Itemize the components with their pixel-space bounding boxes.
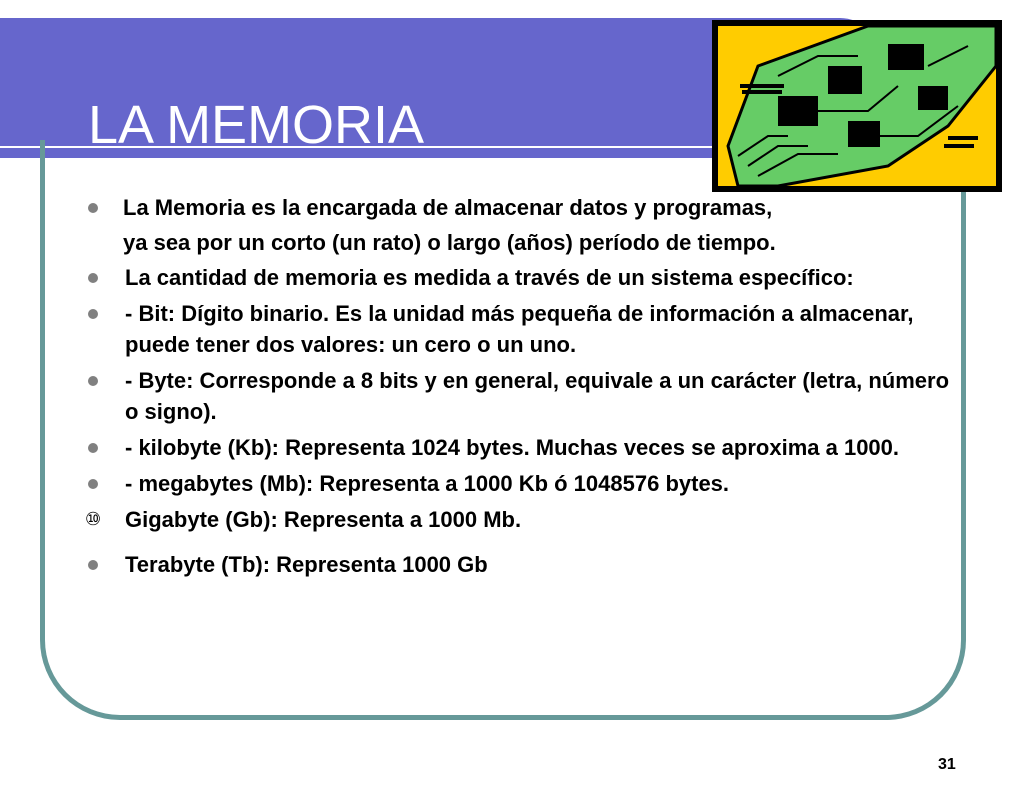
bullet-line: ya sea por un corto (un rato) o largo (años) período de tiempo. (123, 230, 776, 255)
bullet-dot (88, 443, 98, 453)
bullet-dot (88, 273, 98, 283)
bullet-terabyte (84, 549, 954, 580)
bullet-memory-definition (84, 190, 954, 260)
bullet-text: - Byte: Corresponde a 8 bits y en general, equivale a un carácter (letra, número o signo). (125, 368, 950, 424)
bullet-bit (84, 298, 954, 360)
bullet-memory-measurement (84, 262, 954, 293)
bullet-text: La cantidad de memoria es medida a través de un sistema específico: (125, 265, 854, 290)
memory-chip-illustration (718, 26, 996, 186)
bullet-dot (88, 560, 98, 570)
bullet-byte (84, 365, 954, 427)
bullet-dot (88, 479, 98, 489)
bullet-megabyte (84, 468, 954, 499)
bullet-line: La Memoria es la encargada de almacenar datos y programas, (123, 195, 773, 220)
slide-title: LA MEMORIA (88, 95, 425, 156)
bullet-dot (88, 309, 98, 319)
bullet-dot (88, 203, 98, 213)
memory-chip-icon (712, 20, 1002, 192)
bullet-text: Terabyte (Tb): Representa 1000 Gb (125, 552, 488, 577)
page-number: 31 (938, 756, 956, 773)
bullet-dot (88, 376, 98, 386)
bullet-text: - kilobyte (Kb): Representa 1024 bytes. Muchas veces se aproxima a 1000. (125, 435, 900, 460)
bullet-list (84, 190, 954, 585)
bullet-glyph: ⑩ (85, 509, 102, 529)
bullet-gigabyte (84, 504, 954, 535)
bullet-kilobyte (84, 432, 954, 463)
bullet-text: - Bit: Dígito binario. Es la unidad más pequeña de información a almacenar, puede tener dos valores: un cero o un uno. (125, 301, 914, 357)
bullet-text: - megabytes (Mb): Representa a 1000 Kb ó 1048576 bytes. (125, 471, 730, 496)
bullet-text: Gigabyte (Gb): Representa a 1000 Mb. (125, 507, 522, 532)
